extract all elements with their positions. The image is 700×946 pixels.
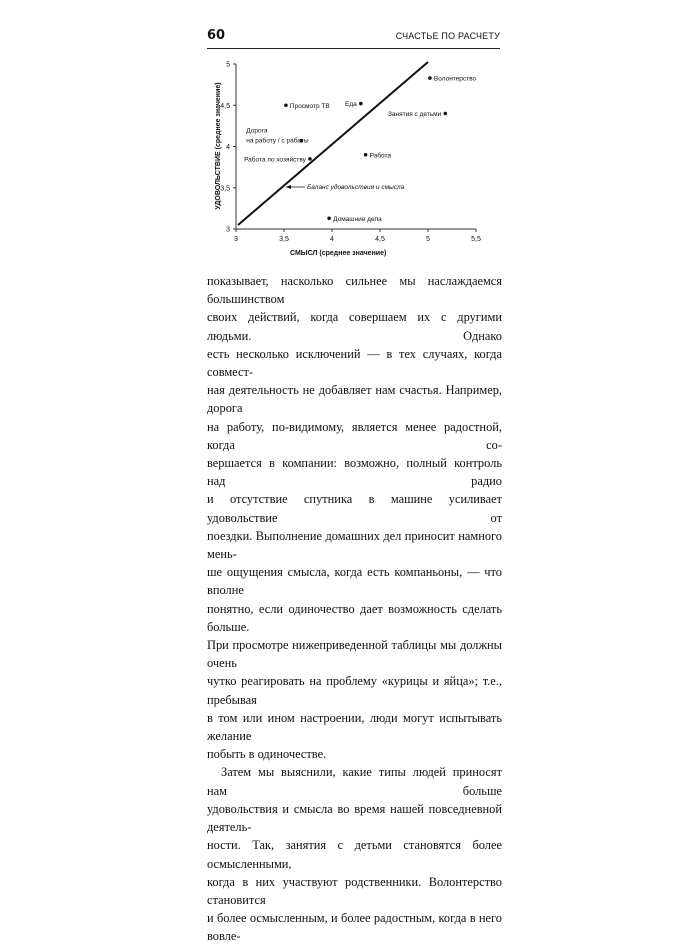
text-line: на работу, по-видимому, является менее радостной, когда со-	[207, 419, 502, 452]
balance-line-annotation: Баланс удовольствия и смысла	[307, 184, 405, 191]
text-line: побыть в одиночестве.	[207, 747, 327, 762]
y-tick-label: 3	[226, 226, 230, 234]
point-marker	[443, 112, 447, 116]
point-label: на работу / с работы	[246, 137, 309, 145]
data-point	[246, 128, 309, 145]
text-line: есть несколько исключений — в тех случаях, когда совмест-	[207, 346, 502, 380]
text-line: и отсутствие спутника в машине усиливает удовольствие от	[207, 492, 502, 525]
text-line: ная деятельность не добавляет нам счастья. Например, дорога	[207, 383, 502, 416]
point-label: Занятия с детьми	[387, 111, 442, 118]
text-line: Затем мы выяснили, какие типы людей приносят нам больше	[207, 765, 502, 798]
x-tick-label: 5,5	[471, 236, 481, 243]
point-label: Домашние дела	[333, 215, 382, 223]
data-point	[364, 151, 392, 159]
text-line: показывает, насколько сильнее мы наслаждаемся большинством	[207, 274, 502, 307]
point-marker	[308, 157, 312, 161]
y-tick-label: 4,5	[220, 102, 230, 110]
point-marker	[428, 76, 432, 80]
running-head-title: СЧАСТЬЕ ПО РАСЧЕТУ	[395, 31, 500, 41]
scatter-chart	[0, 0, 700, 270]
point-marker	[284, 103, 288, 107]
y-axis-ticks	[220, 62, 236, 234]
data-point	[428, 76, 476, 83]
point-label: Еда	[345, 101, 357, 109]
data-point	[284, 103, 330, 110]
text-line: удовольствия и смысла во время нашей повседневной деятель-	[207, 801, 502, 835]
text-line: поездки. Выполнение домашних дел приносит намного мень-	[207, 528, 502, 562]
y-axis-label: УДОВОЛЬСТВИЕ (среднее значение)	[215, 82, 222, 210]
x-tick-label: 3,5	[279, 236, 289, 243]
text-line: и более осмысленным, и более радостным, когда в него вовле-	[207, 911, 502, 944]
data-point	[345, 101, 363, 108]
point-label: Дорога	[246, 127, 268, 135]
point-marker	[364, 153, 368, 157]
text-line: вершается в компании: возможно, полный контроль над радио	[207, 456, 502, 489]
point-label: Просмотр ТВ	[289, 102, 330, 110]
point-label: Работа по хозяйству	[244, 156, 306, 164]
point-marker	[359, 102, 363, 106]
annotation-arrowhead	[286, 185, 291, 189]
x-tick-label: 3	[234, 236, 238, 243]
paragraph-2	[207, 763, 502, 945]
x-tick-label: 4,5	[375, 236, 385, 243]
text-line: ности. Так, занятия с детьми становятся более осмысленными,	[207, 838, 502, 871]
y-tick-label: 4	[226, 144, 230, 151]
point-label: Волонтерство	[433, 75, 477, 83]
data-points	[244, 76, 476, 223]
x-axis-label: СМЫСЛ (среднее значение)	[290, 250, 387, 257]
x-tick-label: 4	[330, 236, 334, 243]
page-number: 60	[207, 28, 226, 43]
data-point	[388, 111, 447, 118]
y-tick-label: 3,5	[220, 185, 230, 193]
y-tick-label: 5	[226, 61, 230, 69]
point-marker	[327, 216, 331, 220]
paragraph-1	[207, 272, 502, 763]
text-line: чутко реагировать на проблему «курицы и яйца»; т.е., пребывая	[207, 674, 502, 707]
body-text	[207, 272, 502, 946]
text-line: своих действий, когда совершаем их с другими людьми. Однако	[207, 310, 502, 343]
text-line: При просмотре нижеприведенной таблицы мы должны очень	[207, 638, 502, 671]
point-label: Работа	[369, 152, 392, 160]
x-tick-label: 5	[426, 236, 430, 243]
text-line: в том или ином настроении, люди могут испытывать желание	[207, 710, 502, 744]
text-line: ше ощущения смысла, когда есть компаньоны, — что вполне	[207, 565, 502, 598]
data-point	[244, 155, 312, 163]
data-point	[327, 216, 382, 223]
text-line: понятно, если одиночество дает возможность сделать больше.	[207, 601, 502, 634]
text-line: когда в них участвуют родственники. Волонтерство становится	[207, 874, 502, 907]
x-axis-ticks	[234, 229, 481, 243]
